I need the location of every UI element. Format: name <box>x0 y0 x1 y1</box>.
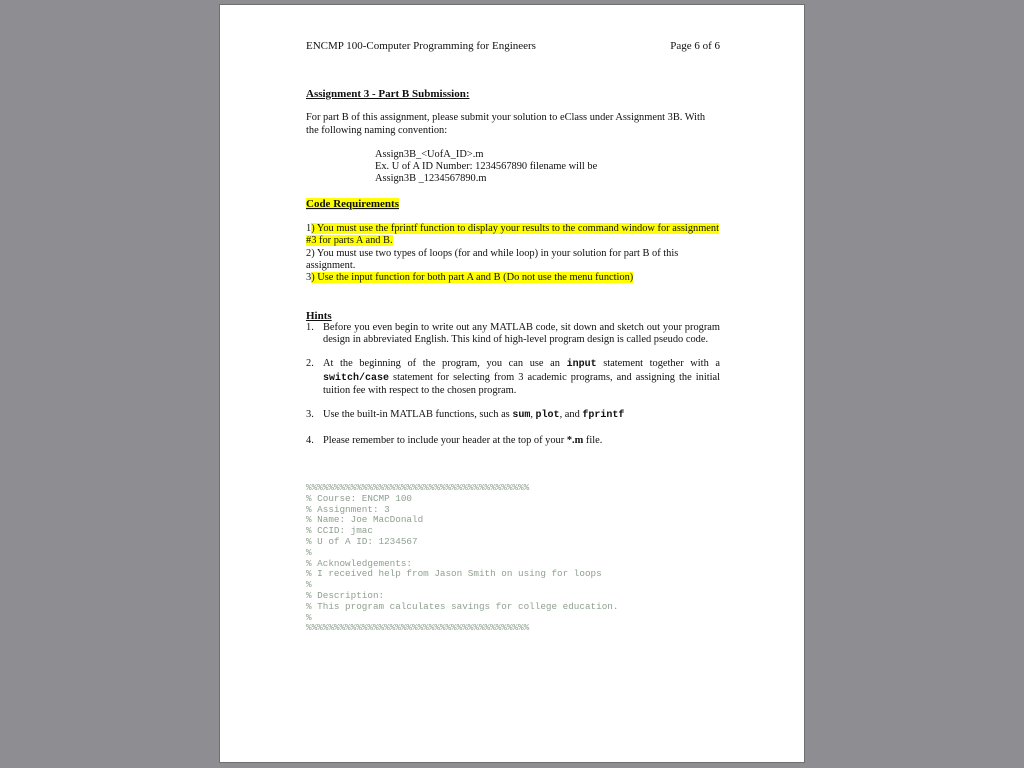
requirement-2: 2) You must use two types of loops (for and while loop) in your solution for part B of this assignment. <box>306 247 679 271</box>
code-requirements-list <box>306 223 720 284</box>
hint-text <box>323 358 720 397</box>
hints-list <box>306 322 720 447</box>
naming-line: Assign3B _1234567890.m <box>375 173 487 185</box>
code-line: % I received help from Jason Smith on using for loops <box>306 568 602 580</box>
code-line: % CCID: jmac <box>306 525 373 537</box>
hint-fragment: Please remember to include your header at the top of your <box>323 434 567 446</box>
code-line: % <box>306 579 312 591</box>
hint-fragment: , and <box>559 409 583 421</box>
naming-convention <box>306 149 720 186</box>
hint-number: 2. <box>306 358 314 370</box>
code-line: % U of A ID: 1234567 <box>306 535 418 547</box>
code-line: %%%%%%%%%%%%%%%%%%%%%%%%%%%%%%%%%%%%%%%% <box>306 622 530 634</box>
code-line: % Assignment: 3 <box>306 503 390 515</box>
code-keyword: sum <box>512 410 531 422</box>
hint-number: 4. <box>306 434 314 446</box>
code-keyword: plot <box>535 410 560 422</box>
naming-line: Assign3B_<UofA_ID>.m <box>375 148 484 160</box>
hint-fragment: At the beginning of the program, you can use an <box>323 358 567 370</box>
hint-fragment: , <box>530 409 536 421</box>
hint-fragment: Use the built-in MATLAB functions, such as <box>323 409 513 421</box>
page-content <box>306 40 720 634</box>
req3-text: ) Use the input function for both part A and B (Do not use the menu function) <box>311 272 634 284</box>
code-line: % This program calculates savings for college education. <box>306 600 619 612</box>
code-line: % Name: Joe MacDonald <box>306 514 424 526</box>
code-requirements-title: Code Requirements <box>306 197 399 210</box>
file-extension: *.m <box>566 434 584 446</box>
code-line: % Course: ENCMP 100 <box>306 492 413 504</box>
code-line: % Acknowledgements: <box>306 557 413 569</box>
req1-text: ) You must use the fprintf function to display your results to the command window for assignment #3 for parts A and B. <box>306 223 719 247</box>
code-keyword: input <box>566 359 597 371</box>
code-line: % <box>306 611 312 623</box>
submission-intro: For part B of this assignment, please submit your solution to eClass under Assignment 3B. With the following naming convention: <box>306 112 706 136</box>
code-keyword: fprintf <box>582 410 625 422</box>
hint-text <box>323 435 720 447</box>
code-header-block <box>306 483 720 634</box>
page-number: Page 6 of 6 <box>670 40 720 52</box>
hint-text <box>323 409 720 422</box>
course-title: ENCMP 100-Computer Programming for Engineers <box>306 40 536 52</box>
req1-prefix: 1 <box>306 223 312 235</box>
hint-fragment: statement for selecting from 3 academic programs, and assigning the initial tuition fee with respect to the chosen program. <box>323 371 720 397</box>
requirement-3 <box>306 272 720 284</box>
hint-text: Before you even begin to write out any MATLAB code, sit down and sketch out your program design in abbreviated English. This kind of high-level program design is called pseudo code. <box>323 321 720 346</box>
code-line: % Description: <box>306 589 385 601</box>
req3-prefix: 3 <box>306 272 312 284</box>
code-line: %%%%%%%%%%%%%%%%%%%%%%%%%%%%%%%%%%%%%%%% <box>306 481 530 493</box>
code-requirements-heading <box>306 198 720 211</box>
hint-item <box>306 409 720 422</box>
hint-fragment: statement together with a <box>596 358 720 370</box>
code-line: % <box>306 546 312 558</box>
hint-fragment: file. <box>583 434 603 446</box>
hint-number: 1. <box>306 321 314 333</box>
requirement-1 <box>306 223 720 248</box>
hint-item <box>306 322 720 347</box>
document-page <box>219 4 805 763</box>
hints-title: Hints <box>306 309 332 322</box>
code-keyword: switch/case <box>323 372 390 384</box>
page-header <box>306 40 720 53</box>
hint-item <box>306 358 720 397</box>
hint-item <box>306 435 720 447</box>
naming-line: Ex. U of A ID Number: 1234567890 filename will be <box>375 161 598 173</box>
hint-number: 3. <box>306 409 314 421</box>
submission-title: Assignment 3 - Part B Submission: <box>306 88 470 100</box>
